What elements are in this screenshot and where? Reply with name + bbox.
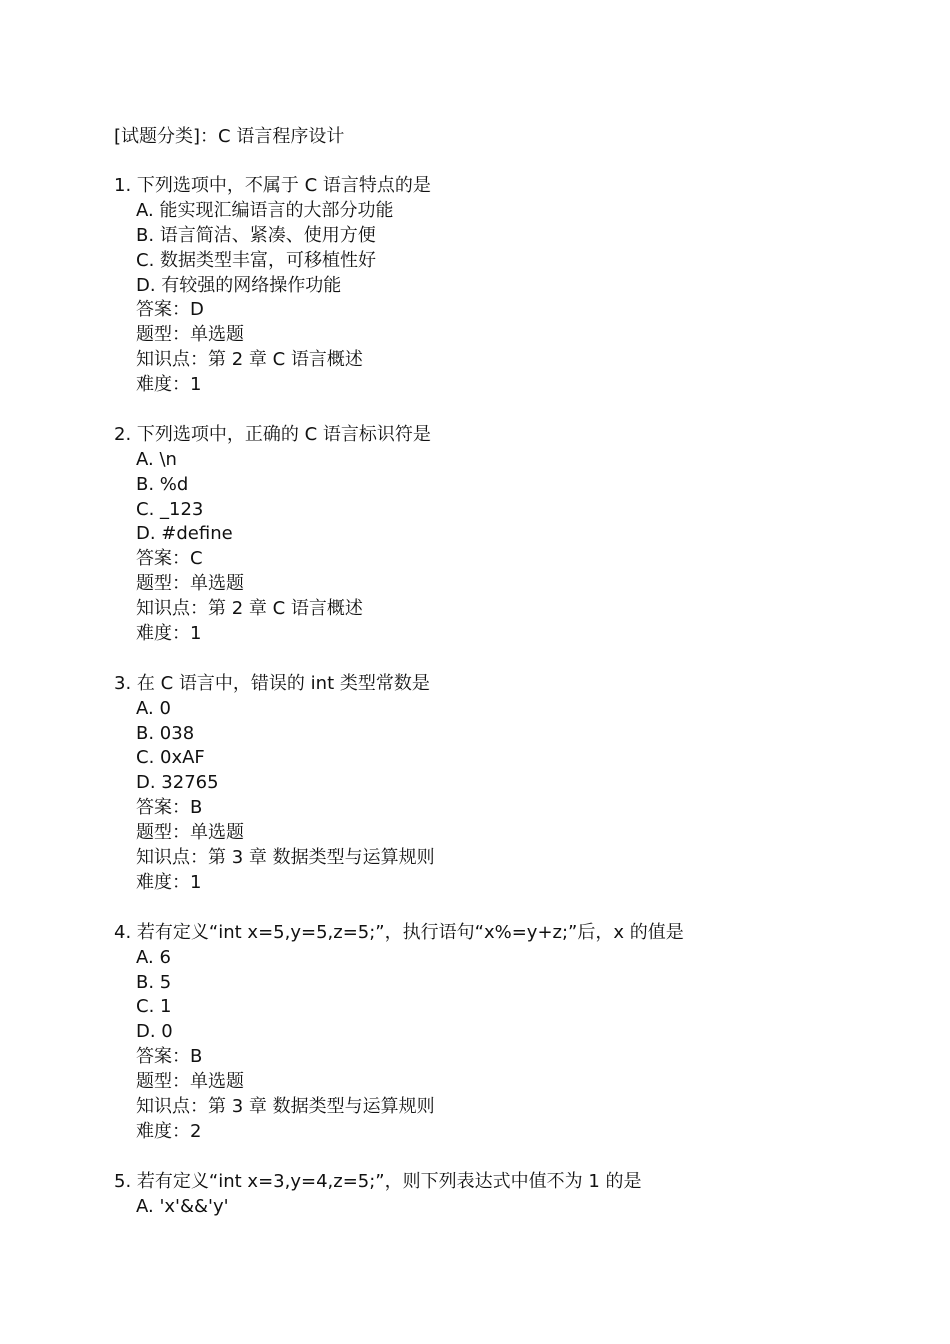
question-number: 4. xyxy=(114,921,132,943)
option-b: B. 038 xyxy=(136,722,195,744)
difficulty-line xyxy=(114,622,914,647)
answer-line xyxy=(114,298,914,323)
option-d: D. #define xyxy=(136,523,233,545)
question-stem xyxy=(114,174,914,199)
question-type-line xyxy=(114,572,914,597)
answer-label: 答案： xyxy=(136,797,190,819)
difficulty-label: 难度： xyxy=(136,1120,190,1142)
knowledge-value: 第 2 章 C 语言概述 xyxy=(208,598,363,620)
question-4 xyxy=(114,921,914,1145)
question-text: 在 C 语言中，错误的 int 类型常数是 xyxy=(136,672,430,694)
knowledge-value: 第 3 章 数据类型与运算规则 xyxy=(208,847,435,869)
option-a: A. 6 xyxy=(136,946,171,968)
option-d: D. 有较强的网络操作功能 xyxy=(136,274,342,296)
type-label: 题型： xyxy=(136,1071,190,1093)
knowledge-label: 知识点： xyxy=(136,847,208,869)
knowledge-label: 知识点： xyxy=(136,1095,208,1117)
question-stem xyxy=(114,423,914,448)
question-text: 若有定义“int x=3,y=4,z=5;”，则下列表达式中值不为 1 的是 xyxy=(136,1170,642,1192)
difficulty-value: 1 xyxy=(190,374,202,396)
question-3 xyxy=(114,672,914,896)
option-c: C. 1 xyxy=(136,996,172,1018)
knowledge-point-line xyxy=(114,1095,914,1120)
knowledge-point-line xyxy=(114,597,914,622)
option-c: C. 数据类型丰富，可移植性好 xyxy=(136,249,377,271)
question-text: 若有定义“int x=5,y=5,z=5;”，执行语句“x%=y+z;”后，x 的值是 xyxy=(136,921,684,943)
question-number: 2. xyxy=(114,423,132,445)
answer-value: C xyxy=(190,548,203,570)
difficulty-label: 难度： xyxy=(136,374,190,396)
difficulty-value: 1 xyxy=(190,871,202,893)
answer-label: 答案： xyxy=(136,1046,190,1068)
difficulty-line xyxy=(114,1120,914,1145)
option-a: A. \n xyxy=(136,448,177,470)
option-b: B. 语言简洁、紧凑、使用方便 xyxy=(136,224,376,246)
answer-label: 答案： xyxy=(136,548,190,570)
difficulty-value: 1 xyxy=(190,623,202,645)
question-category xyxy=(114,124,344,150)
question-type-line xyxy=(114,1070,914,1095)
type-value: 单选题 xyxy=(190,573,244,595)
question-type-line xyxy=(114,821,914,846)
difficulty-value: 2 xyxy=(190,1120,202,1142)
question-number: 3. xyxy=(114,672,132,694)
knowledge-label: 知识点： xyxy=(136,598,208,620)
difficulty-label: 难度： xyxy=(136,871,190,893)
type-label: 题型： xyxy=(136,822,190,844)
difficulty-line xyxy=(114,373,914,398)
option-d: D. 32765 xyxy=(136,772,219,794)
knowledge-point-line xyxy=(114,348,914,373)
option-a: A. 能实现汇编语言的大部分功能 xyxy=(136,199,394,221)
question-text: 下列选项中，不属于 C 语言特点的是 xyxy=(136,175,431,196)
question-text: 下列选项中，正确的 C 语言标识符是 xyxy=(136,423,431,445)
type-value: 单选题 xyxy=(190,822,244,844)
type-value: 单选题 xyxy=(190,1071,244,1093)
option-d: D. 0 xyxy=(136,1021,173,1043)
type-label: 题型： xyxy=(136,573,190,595)
answer-label: 答案： xyxy=(136,299,190,321)
option-b: B. %d xyxy=(136,473,189,495)
knowledge-label: 知识点： xyxy=(136,349,208,371)
type-value: 单选题 xyxy=(190,324,244,346)
question-number: 5. xyxy=(114,1170,132,1192)
option-b: B. 5 xyxy=(136,971,172,993)
answer-value: B xyxy=(190,797,203,819)
answer-line xyxy=(114,547,914,572)
question-stem xyxy=(114,1170,914,1195)
question-list xyxy=(114,174,914,1244)
answer-line xyxy=(114,796,914,821)
question-2 xyxy=(114,423,914,647)
question-5 xyxy=(114,1170,914,1220)
question-1 xyxy=(114,174,914,398)
knowledge-value: 第 2 章 C 语言概述 xyxy=(208,349,363,371)
option-c: C. _123 xyxy=(136,498,204,520)
knowledge-point-line xyxy=(114,846,914,871)
answer-line xyxy=(114,1045,914,1070)
question-stem xyxy=(114,921,914,946)
question-type-line xyxy=(114,323,914,348)
option-a: A. 'x'&&'y' xyxy=(136,1195,229,1217)
answer-value: B xyxy=(190,1046,203,1068)
difficulty-label: 难度： xyxy=(136,623,190,645)
type-label: 题型： xyxy=(136,324,190,346)
question-stem xyxy=(114,672,914,697)
question-number: 1. xyxy=(114,175,132,196)
option-a: A. 0 xyxy=(136,697,171,719)
category-label: [试题分类]： xyxy=(114,126,219,147)
option-c: C. 0xAF xyxy=(136,747,205,769)
difficulty-line xyxy=(114,871,914,896)
answer-value: D xyxy=(190,299,204,321)
category-value: C 语言程序设计 xyxy=(218,126,345,147)
knowledge-value: 第 3 章 数据类型与运算规则 xyxy=(208,1095,435,1117)
